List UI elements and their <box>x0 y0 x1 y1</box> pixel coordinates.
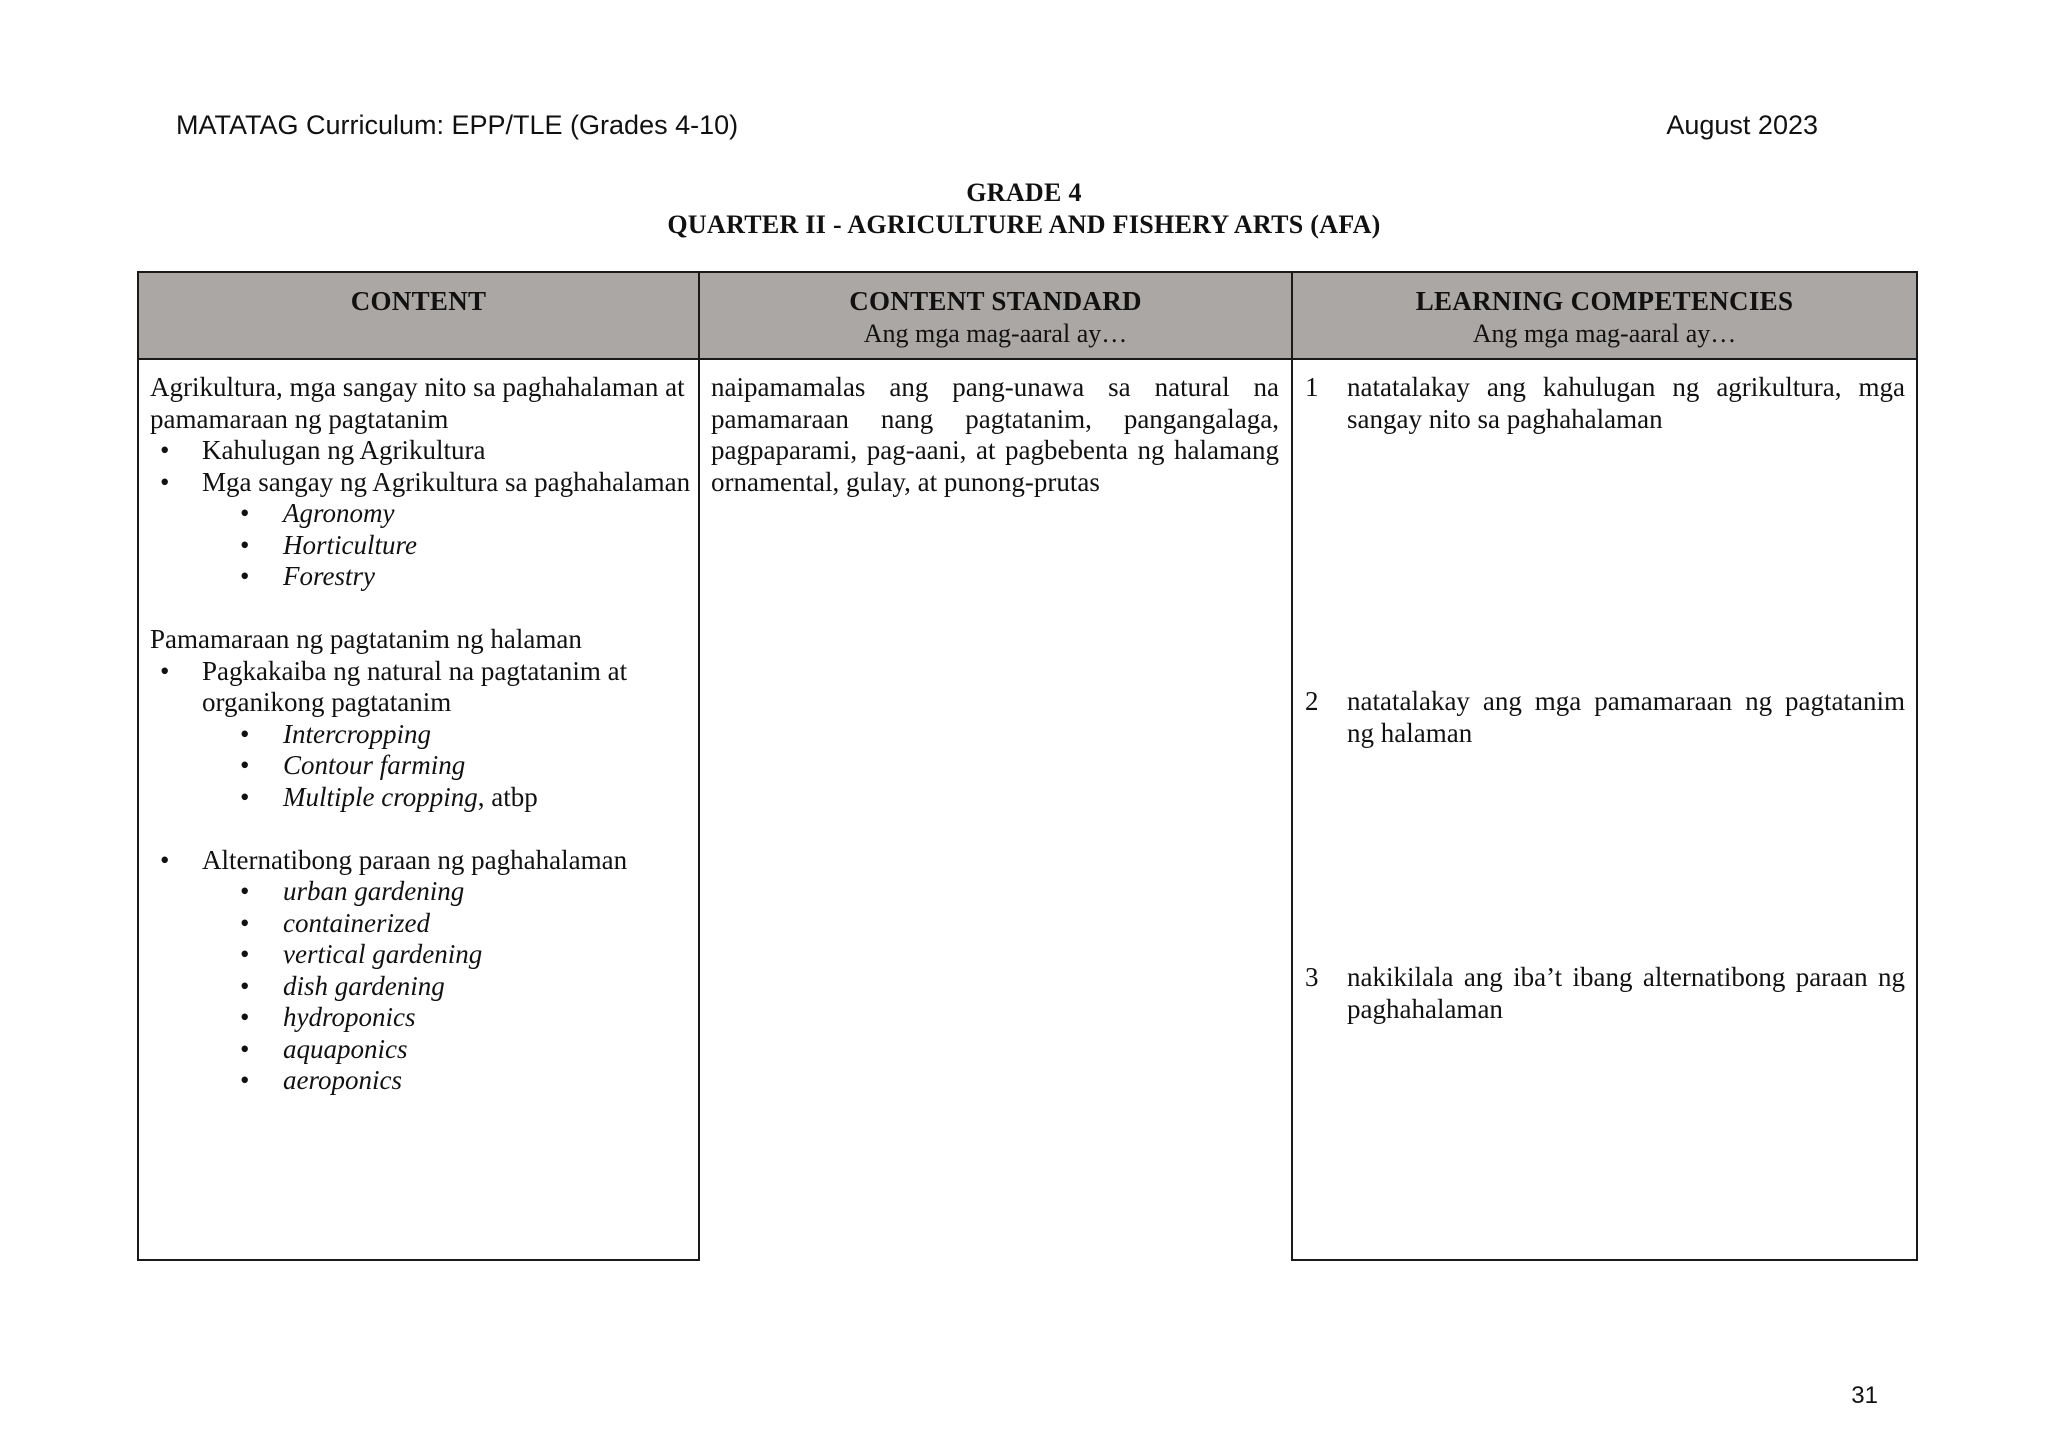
sub-list-item: • Agronomy <box>150 498 710 530</box>
content-section-title: Agrikultura, mga sangay nito sa paghahalaman at pamamaraan ng pagtatanim <box>150 372 685 434</box>
competency-text: natatalakay ang mga pamamaraan ng pagtatanim ng halaman <box>1347 686 1905 748</box>
competency-text: natatalakay ang kahulugan ng agrikultura, mga sangay nito sa paghahalaman <box>1347 372 1905 434</box>
column-subheading: Ang mga mag-aaral ay… <box>863 319 1128 348</box>
content-cell <box>150 372 710 1097</box>
content-list <box>150 656 710 814</box>
sub-list-item-text: Multiple cropping <box>283 781 478 812</box>
sub-list-item: • Horticulture <box>150 530 710 562</box>
quarter-title: QUARTER II - AGRICULTURE AND FISHERY ARTS (AFA) <box>667 210 1381 239</box>
column-header-learning-competencies <box>1292 271 1918 360</box>
competency-text: nakikilala ang iba’t ibang alternatibong paraan ng paghahalaman <box>1347 962 1905 1024</box>
sub-list-item: • vertical gardening <box>150 939 710 971</box>
sub-list-item: • Forestry <box>150 561 710 593</box>
sub-list-item: • aquaponics <box>150 1034 710 1066</box>
competency-number: 3 <box>1305 962 1319 992</box>
table-border-col3-left <box>1291 271 1293 1261</box>
competency-number: 2 <box>1305 686 1319 716</box>
list-item: • Mga sangay ng Agrikultura sa paghahalaman <box>150 467 710 499</box>
list-item: • Alternatibong paraan ng paghahalaman <box>150 845 710 877</box>
content-standard-cell: naipamamalas ang pang-unawa sa natural na pamamaraan nang pagtatanim, pangangalaga, pagpaparami, pag-aani, at pagbebenta ng halamang ornamental, gulay, at punong-prutas <box>711 372 1279 497</box>
table-border-bottom-col1 <box>137 1259 700 1261</box>
column-heading: CONTENT STANDARD <box>849 286 1142 316</box>
sub-list-item: • hydroponics <box>150 1002 710 1034</box>
sub-list-item: • Intercropping <box>150 719 710 751</box>
table-border-bottom-col3 <box>1291 1259 1918 1261</box>
content-list <box>150 845 710 1097</box>
competency-item <box>1305 686 1905 749</box>
sub-list-item: • urban gardening <box>150 876 710 908</box>
sub-list-item: • aeroponics <box>150 1065 710 1097</box>
column-heading: CONTENT <box>350 286 487 316</box>
column-header-content-standard <box>699 271 1292 360</box>
column-header-content <box>137 271 699 360</box>
table-border-left <box>137 271 139 1261</box>
document-header-title: MATATAG Curriculum: EPP/TLE (Grades 4-10) <box>176 110 739 140</box>
column-subheading: Ang mga mag-aaral ay… <box>1472 319 1737 348</box>
sub-list-item: • Contour farming <box>150 750 710 782</box>
table-border-right <box>1916 271 1918 1261</box>
list-item: • Kahulugan ng Agrikultura <box>150 435 710 467</box>
content-section-title: Pamamaraan ng pagtatanim ng halaman <box>150 624 582 654</box>
sub-list-item <box>150 782 710 814</box>
competency-number: 1 <box>1305 372 1319 402</box>
sub-list-item: • containerized <box>150 908 710 940</box>
sub-list-item-suffix: , atbp <box>477 781 538 812</box>
competency-item <box>1305 962 1905 1025</box>
grade-title: GRADE 4 <box>966 178 1082 207</box>
column-heading: LEARNING COMPETENCIES <box>1415 286 1794 316</box>
list-item: • Pagkakaiba ng natural na pagtatanim at organikong pagtatanim <box>150 656 710 719</box>
document-header-date: August 2023 <box>1666 110 1818 140</box>
content-list <box>150 435 710 593</box>
competency-item <box>1305 372 1905 435</box>
page-number: 31 <box>1851 1382 1878 1409</box>
sub-list-item: • dish gardening <box>150 971 710 1003</box>
